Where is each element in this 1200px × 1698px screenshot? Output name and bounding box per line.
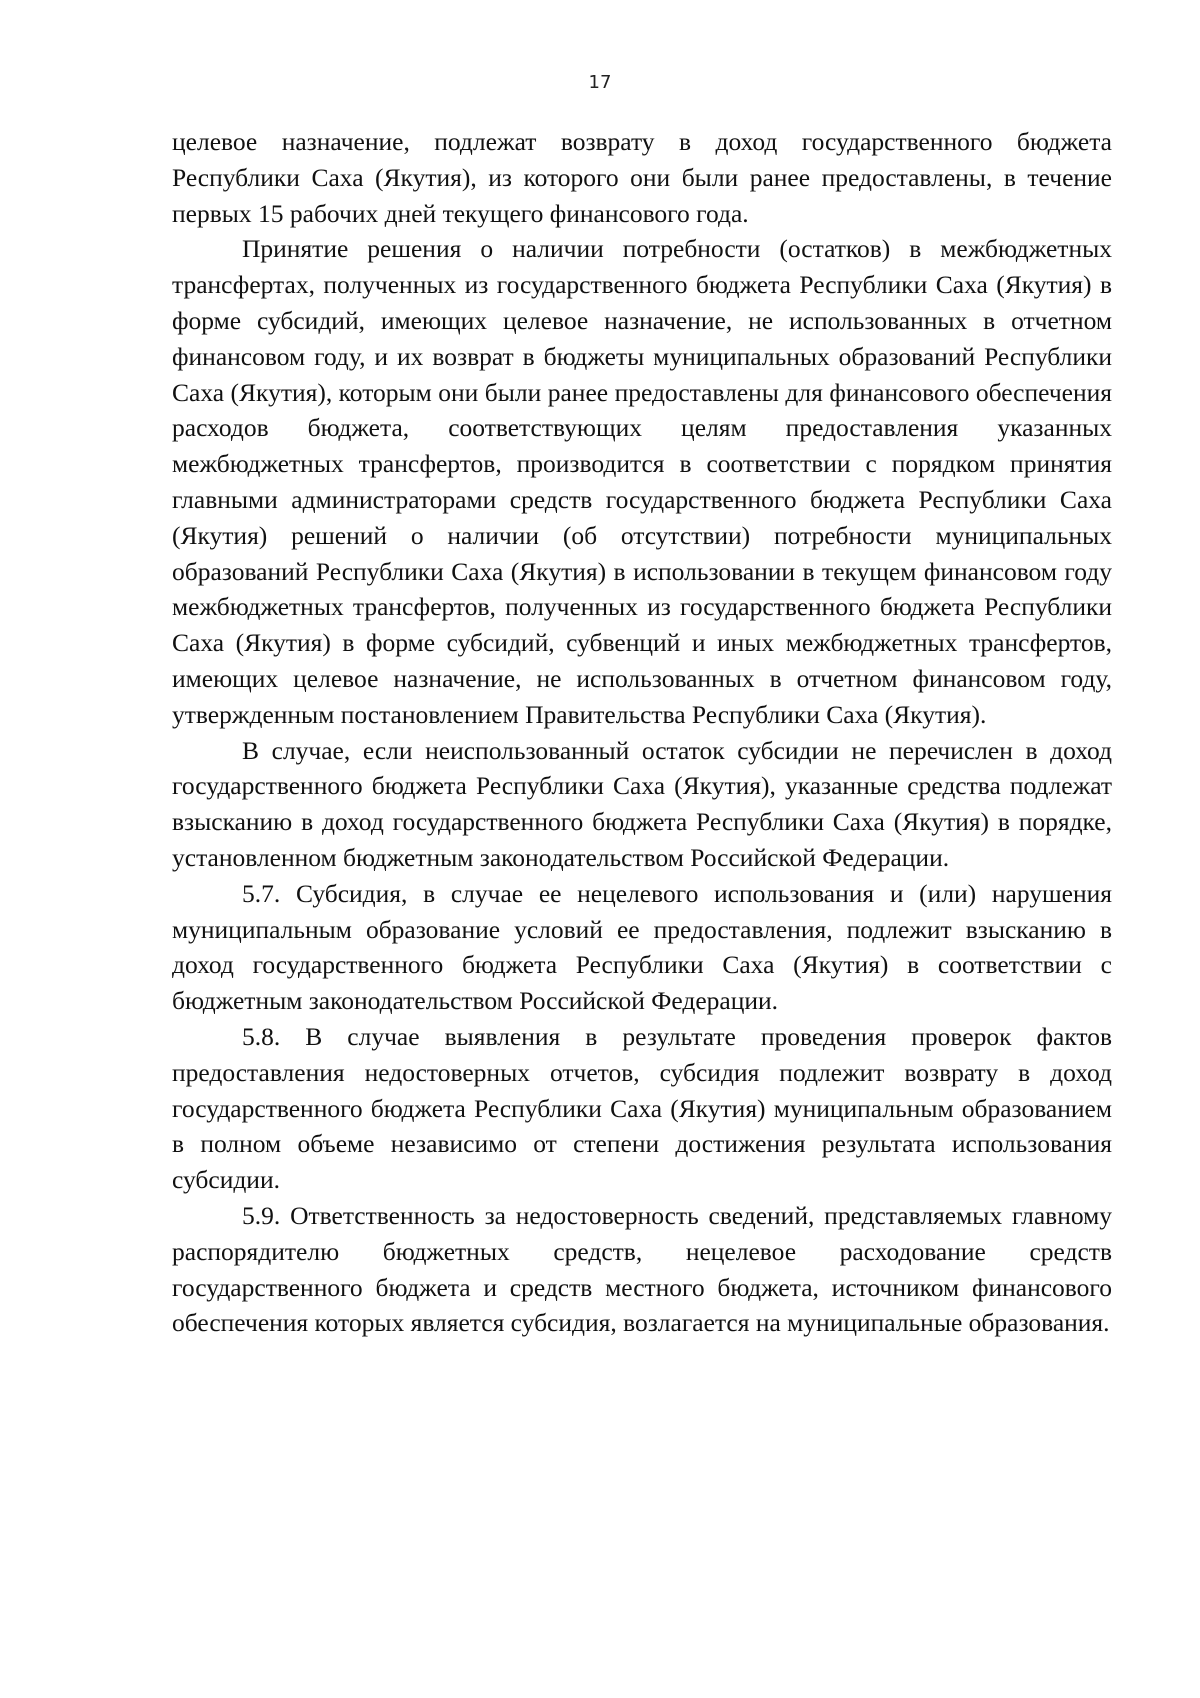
paragraph-recovery-of-unused-balance: В случае, если неиспользованный остаток субсидии не перечислен в доход государственного бюджета Республики Саха (Якутия), указанные средства подлежат взысканию в доход государственного бюджета Республики Саха (Якутия) в порядке, установленном бюджетным законодательством Российской Федерации. bbox=[172, 735, 1112, 872]
paragraph-continuation: целевое назначение, подлежат возврату в доход государственного бюджета Республики Саха (Якутия), из которого они были ранее предоставлены, в течение первых 15 рабочих дней текущего финансового года. bbox=[172, 127, 1112, 228]
paragraph-5-8: 5.8. В случае выявления в результате проведения проверок фактов предоставления недостоверных отчетов, субсидия подлежит возврату в доход государственного бюджета Республики Саха (Якутия) муниципальным образованием в полном объеме независимо от степени достижения результата использования субсидии. bbox=[172, 1021, 1112, 1195]
document-body bbox=[172, 124, 1112, 1341]
page-number: 17 bbox=[588, 72, 612, 93]
paragraph-5-9: 5.9. Ответственность за недостоверность сведений, представляемых главному распорядителю бюджетных средств, нецелевое расходование средств государственного бюджета и средств местного бюджета, источником финансового обеспечения которых является субсидия, возлагается на муниципальные образования. bbox=[172, 1200, 1112, 1338]
paragraph-decision-on-remainders: Принятие решения о наличии потребности (остатков) в межбюджетных трансфертах, полученных из государственного бюджета Республики Саха (Якутия) в форме субсидий, имеющих целевое назначение, не использованных в отчетном финансовом году, и их возврат в бюджеты муниципальных образований Республики Саха (Якутия), которым они были ранее предоставлены для финансового обеспечения расходов бюджета, соответствующих целям предоставления указанных межбюджетных трансфертов, производится в соответствии с порядком принятия главными администраторами средств государственного бюджета Республики Саха (Якутия) решений о наличии (об отсутствии) потребности муниципальных образований Республики Саха (Якутия) в использовании в текущем финансовом году межбюджетных трансфертов, полученных из государственного бюджета Республики Саха (Якутия) в форме субсидий, субвенций и иных межбюджетных трансфертов, имеющих целевое назначение, не использованных в отчетном финансовом году, утвержденным постановлением Правительства Республики Саха (Якутия). bbox=[172, 234, 1112, 729]
paragraph-5-7: 5.7. Субсидия, в случае ее нецелевого использования и (или) нарушения муниципальным образование условий ее предоставления, подлежит взысканию в доход государственного бюджета Республики Саха (Якутия) в соответствии с бюджетным законодательством Российской Федерации. bbox=[172, 878, 1112, 1016]
